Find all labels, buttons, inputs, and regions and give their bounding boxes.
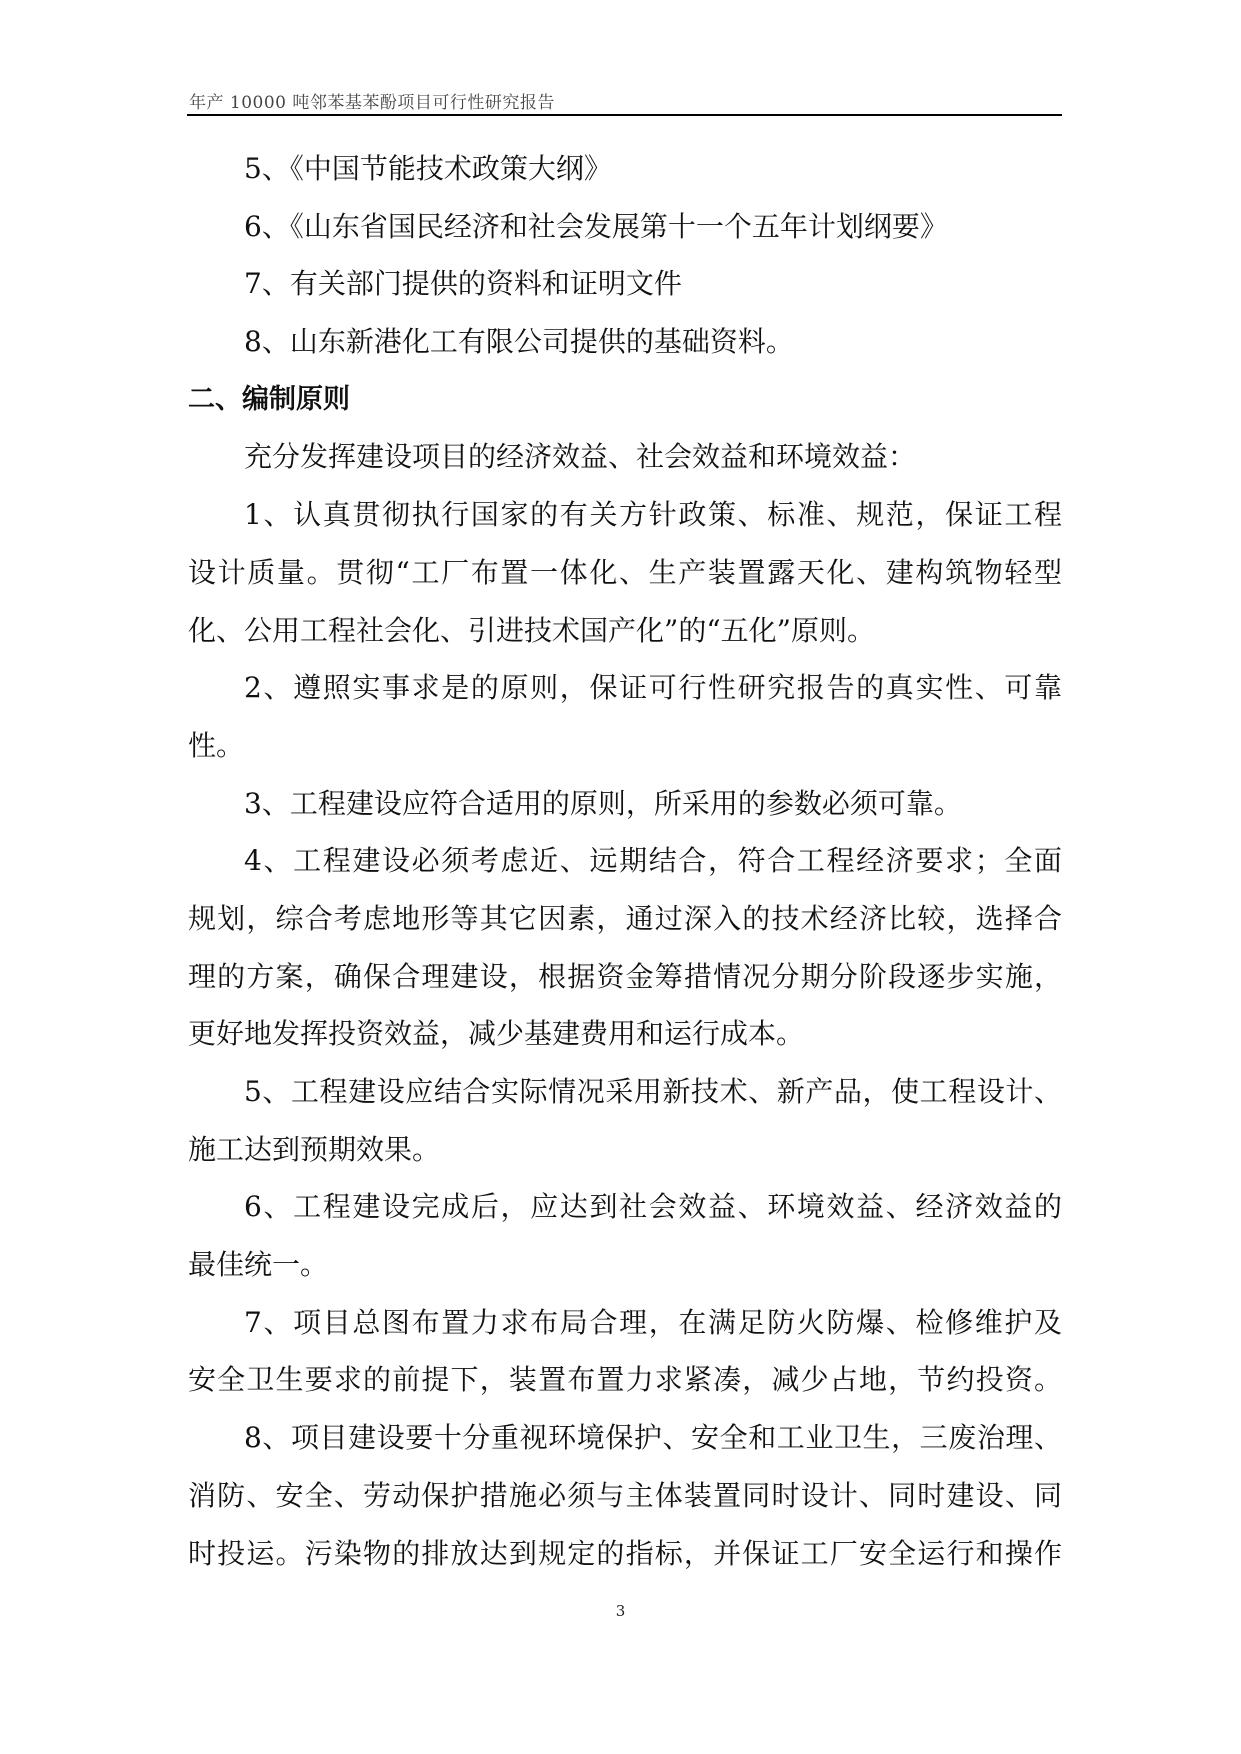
principle-8-line-2: 消防、安全、劳动保护措施必须与主体装置同时设计、同时建设、同 (188, 1478, 1062, 1512)
reference-item-5: 5、《中国节能技术政策大纲》 (244, 152, 612, 185)
section-heading: 二、编制原则 (188, 383, 350, 415)
principle-6-line-1: 6、工程建设完成后，应达到社会效益、环境效益、经济效益的 (244, 1190, 1062, 1224)
principle-3-line-1: 3、工程建设应符合适用的原则，所采用的参数必须可靠。 (244, 786, 962, 820)
principle-4-line-4: 更好地发挥投资效益，减少基建费用和运行成本。 (188, 1017, 805, 1051)
principle-8-line-3: 时投运。污染物的排放达到规定的指标，并保证工厂安全运行和操作 (188, 1536, 1062, 1570)
principle-1-line-2: 设计质量。贯彻“工厂布置一体化、生产装置露天化、建构筑物轻型 (188, 555, 1062, 589)
principle-5-line-1: 5、工程建设应结合实际情况采用新技术、新产品，使工程设计、 (244, 1075, 1062, 1108)
principle-5-line-2: 施工达到预期效果。 (188, 1132, 441, 1166)
principle-2-line-1: 2、遵照实事求是的原则，保证可行性研究报告的真实性、可靠 (244, 671, 1062, 705)
principle-4-line-1: 4、工程建设必须考虑近、远期结合，符合工程经济要求；全面 (244, 844, 1062, 878)
reference-item-8: 8、山东新港化工有限公司提供的基础资料。 (244, 325, 794, 359)
principle-1-line-1: 1、认真贯彻执行国家的有关方针政策、标准、规范，保证工程 (244, 498, 1062, 532)
section-intro: 充分发挥建设项目的经济效益、社会效益和环境效益： (244, 440, 917, 474)
reference-item-6: 6、《山东省国民经济和社会发展第十一个五年计划纲要》 (244, 209, 948, 243)
principle-4-line-3: 理的方案，确保合理建设，根据资金筹措情况分期分阶段逐步实施， (188, 959, 1062, 993)
principle-4-line-2: 规划，综合考虑地形等其它因素，通过深入的技术经济比较，选择合 (188, 901, 1062, 935)
principle-2-line-2: 性。 (188, 728, 245, 762)
principle-1-line-3: 化、公用工程社会化、引进技术国产化”的“五化”原则。 (188, 613, 875, 647)
reference-item-7: 7、有关部门提供的资料和证明文件 (244, 267, 682, 301)
page-header (187, 86, 1062, 116)
principle-7-line-2: 安全卫生要求的前提下，装置布置力求紧凑，减少占地，节约投资。 (188, 1363, 1062, 1397)
principle-8-line-1: 8、项目建设要十分重视环境保护、安全和工业卫生，三废治理、 (244, 1421, 1062, 1455)
header-title: 年产 10000 吨邻苯基苯酚项目可行性研究报告 (189, 93, 555, 113)
document-body (188, 140, 1062, 1582)
principle-6-line-2: 最佳统一。 (188, 1248, 329, 1282)
principle-7-line-1: 7、项目总图布置力求布局合理，在满足防火防爆、检修维护及 (244, 1305, 1062, 1339)
page-number: 3 (615, 1602, 626, 1620)
